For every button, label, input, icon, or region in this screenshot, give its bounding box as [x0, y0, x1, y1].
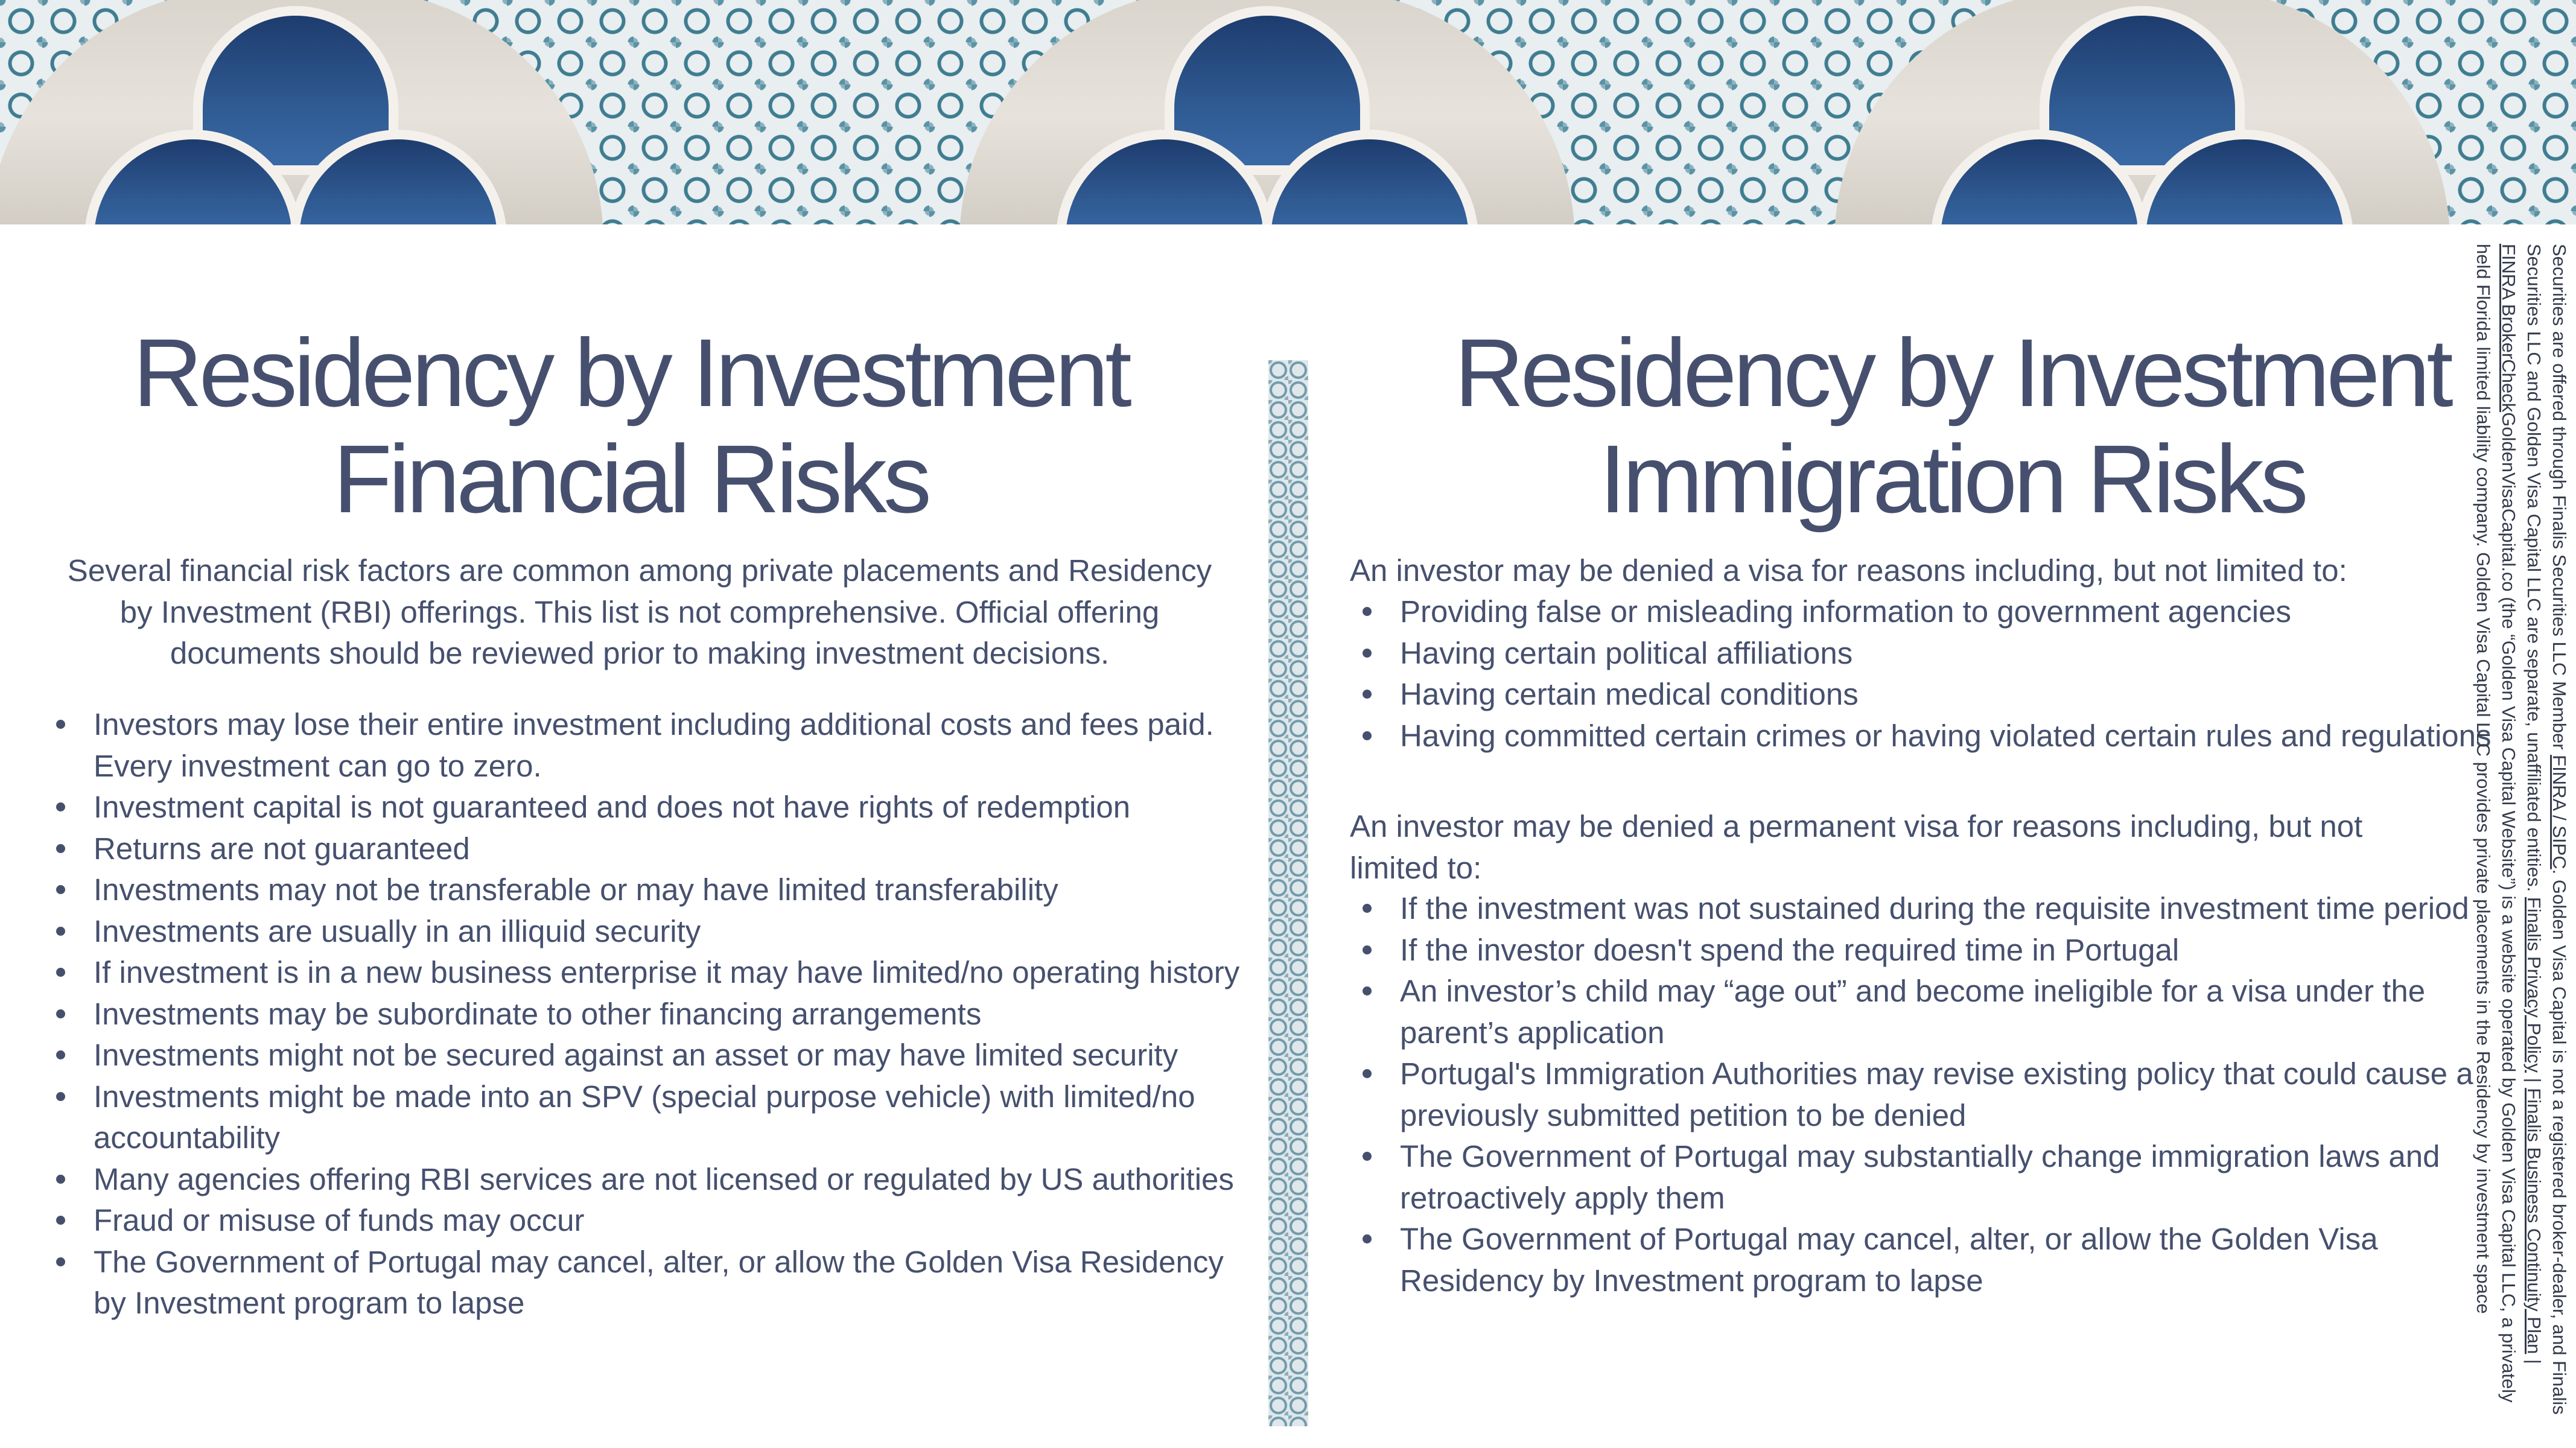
list-item: Investments are usually in an illiquid security: [94, 911, 1240, 953]
business-continuity-link[interactable]: Finalis Business Continuity Plan: [2524, 1088, 2545, 1354]
visa-denial-intro: An investor may be denied a visa for reasons including, but not limited to:: [1350, 553, 2347, 588]
link-separator: |: [2524, 1354, 2545, 1364]
list-item: The Government of Portugal may substantially change immigration laws and retroactively apply them: [1400, 1136, 2504, 1219]
list-item: If the investment was not sustained during the requisite investment time period: [1400, 888, 2504, 930]
permanent-visa-list: [1400, 888, 2504, 1301]
list-item: Returns are not guaranteed: [94, 828, 1240, 870]
list-item: Portugal's Immigration Authorities may revise existing policy that could cause a previously submitted petition to be denied: [1400, 1053, 2504, 1136]
list-item: Many agencies offering RBI services are not licensed or regulated by US authorities: [94, 1159, 1240, 1201]
list-item: Investments may be subordinate to other financing arrangements: [94, 994, 1240, 1035]
disclaimer-text: GoldenVisaCapital.co (the “Golden Visa Capital Website”) is a website operated by Golden Visa Capital LLC, a privately held Florida limited liability company. Golden Visa Capital LLC provides private placements in the Residency by investment space: [2473, 244, 2519, 1403]
list-item: If the investor doesn't spend the required time in Portugal: [1400, 930, 2504, 971]
list-item: Fraud or misuse of funds may occur: [94, 1200, 1240, 1242]
financial-risks-intro: Several financial risk factors are common among private placements and Residency by Investment (RBI) offerings. This list is not comprehensive. Official offering documents should be reviewed prior to making investment decisions.: [67, 553, 1212, 670]
securities-disclaimer: [2470, 244, 2572, 1420]
list-item: Investments might not be secured against an asset or may have limited security: [94, 1035, 1240, 1076]
tile-divider: [1268, 360, 1308, 1426]
privacy-policy-link[interactable]: Finalis Privacy Policy: [2524, 897, 2545, 1073]
list-item: Having certain medical conditions: [1400, 674, 2504, 716]
list-item: An investor’s child may “age out” and become ineligible for a visa under the parent’s application: [1400, 971, 2504, 1053]
disclaimer-text: Securities are offered through Finalis Securities LLC Member: [2549, 244, 2570, 755]
banner-image: [0, 0, 2576, 224]
title-line: Residency by Investment: [133, 319, 1128, 427]
title-line: Financial Risks: [333, 425, 928, 533]
list-item: Investments might be made into an SPV (special purpose vehicle) with limited/no accountability: [94, 1076, 1240, 1159]
arched-window: [935, 0, 1599, 224]
financial-risks-title: [24, 320, 1237, 532]
list-item: The Government of Portugal may cancel, alter, or allow the Golden Visa Residency by Investment program to lapse: [94, 1242, 1240, 1324]
list-item: Investors may lose their entire investment including additional costs and fees paid. Every investment can go to zero.: [94, 704, 1240, 787]
list-item: If investment is in a new business enterprise it may have limited/no operating history: [94, 952, 1240, 994]
disclaimer-text: . Golden Visa Capital is not a registered broker-dealer, and Finalis Securities LLC and Golden Visa Capital LLC are separate, unaffiliated entities.: [2524, 244, 2570, 1415]
title-line: Immigration Risks: [1599, 425, 2305, 533]
brokercheck-link[interactable]: FINRA BrokerCheck: [2498, 244, 2519, 413]
list-item: Investments may not be transferable or may have limited transferability: [94, 869, 1240, 911]
list-item: Investment capital is not guaranteed and does not have rights of redemption: [94, 787, 1240, 828]
list-item: Providing false or misleading information to government agencies: [1400, 591, 2504, 633]
arched-window: [0, 0, 628, 224]
list-item: The Government of Portugal may cancel, alter, or allow the Golden Visa Residency by Investment program to lapse: [1400, 1219, 2504, 1301]
list-item: Having committed certain crimes or having violated certain rules and regulations: [1400, 716, 2504, 757]
financial-risks-list: [94, 704, 1240, 1324]
immigration-risks-title: [1346, 320, 2559, 532]
permanent-visa-intro: An investor may be denied a permanent visa for reasons including, but not limited to:: [1350, 809, 2363, 885]
link-separator: |: [2524, 1072, 2545, 1088]
list-item: Having certain political affiliations: [1400, 633, 2504, 675]
finra-sipc-link[interactable]: FINRA / SIPC: [2549, 755, 2570, 869]
visa-denial-list: [1400, 591, 2504, 757]
arched-window: [1810, 0, 2474, 224]
title-line: Residency by Investment: [1454, 319, 2450, 427]
